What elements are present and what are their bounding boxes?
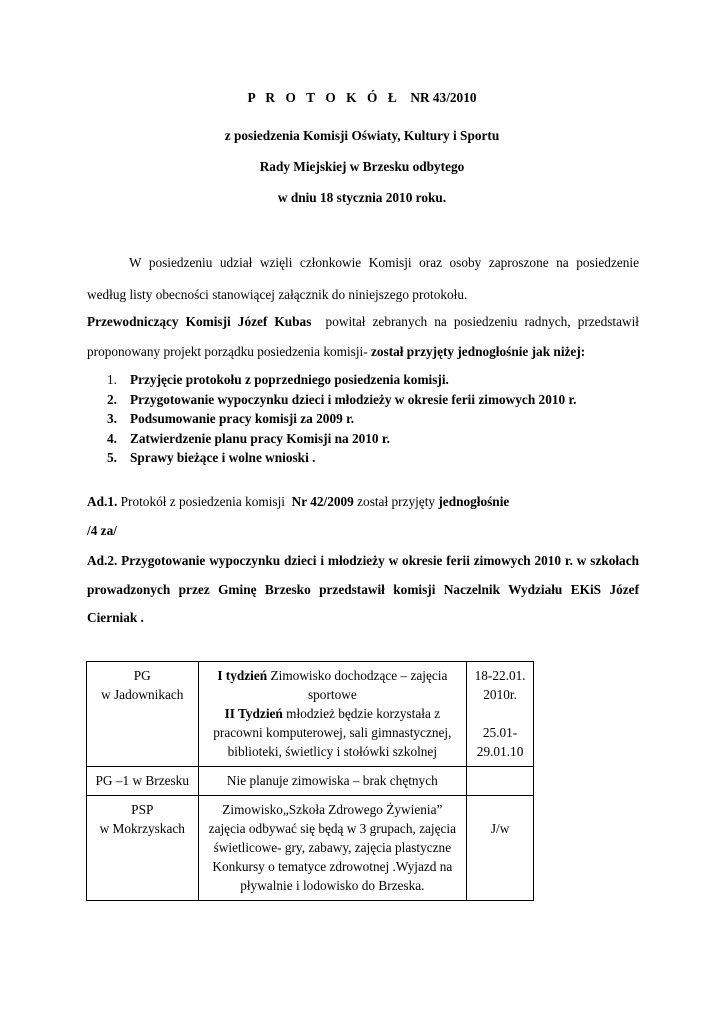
- intro-paragraph-line-1: [87, 255, 639, 271]
- subtitle-line-3: w dniu 18 stycznia 2010 roku.: [277, 190, 447, 205]
- activity-text: pływalnie i lodowisko do Brzeska.: [240, 878, 425, 893]
- ad2-line-2: [87, 582, 639, 598]
- activity-text: Konkursy o tematyce zdrowotnej .Wyjazd na: [212, 859, 453, 874]
- agenda-item-text: Zatwierdzenie planu pracy Komisji na 2010 r.: [130, 430, 390, 446]
- ad2-text-1: Ad.2. Przygotowanie wypoczynku dzieci i młodzieży w okresie ferii zimowych 2010 r. w szkołach: [87, 553, 639, 568]
- chairman-line: [87, 314, 639, 330]
- week-2-text: młodzież będzie korzystała z: [286, 706, 441, 721]
- agenda-item: [107, 409, 576, 429]
- intro-paragraph-line-2: według listy obecności stanowiącej załącznik do niniejszego protokołu.: [87, 287, 468, 302]
- agenda-list: [107, 370, 576, 468]
- intro-text-1: W posiedzeniu udział wzięli członkowie Komisji oraz osoby zaproszone na posiedzenie: [129, 255, 639, 270]
- chairman-text: powitał zebranych na posiedzeniu radnych, przedstawił: [325, 314, 639, 329]
- date-cell: [467, 662, 534, 767]
- date-range: 18-22.01.: [474, 668, 526, 683]
- agenda-item-text: Sprawy bieżące i wolne wnioski .: [130, 450, 316, 466]
- ad1-text-1: Protokół z posiedzenia komisji: [120, 494, 285, 509]
- date-cell: [467, 796, 534, 901]
- title-spaced: P R O T O K Ó Ł: [247, 90, 401, 105]
- agenda-intro-text: proponowany projekt porządku posiedzenia komisji-: [87, 344, 368, 359]
- table-row: [87, 796, 534, 901]
- agenda-item-number: 2.: [107, 391, 117, 407]
- week-1-text: Zimowisko dochodzące – zajęcia: [270, 668, 448, 683]
- school-cell: [87, 662, 199, 767]
- agenda-item-text: Przygotowanie wypoczynku dzieci i młodzieży w okresie ferii zimowych 2010 r.: [130, 391, 577, 407]
- agenda-item: [107, 448, 576, 468]
- school-location: w Jadownikach: [101, 687, 184, 702]
- school-cell: [87, 796, 199, 901]
- date-cell: [467, 767, 534, 796]
- ad1-number: Nr 42/2009: [291, 494, 354, 509]
- ad1-votes: /4 za/: [87, 523, 117, 538]
- agenda-item-number: 5.: [107, 450, 117, 466]
- subtitle-line-2: Rady Miejskiej w Brzesku odbytego: [259, 159, 465, 174]
- agenda-item-number: 3.: [107, 411, 117, 427]
- subtitle-line-1: z posiedzenia Komisji Oświaty, Kultury i Sportu: [224, 128, 500, 143]
- date-range: 25.01-: [482, 725, 518, 740]
- activity-cell: Nie planuje zimowiska – brak chętnych: [198, 767, 467, 796]
- protocol-title: [0, 90, 724, 106]
- agenda-item-text: Przyjęcie protokołu z poprzedniego posiedzenia komisji.: [130, 372, 449, 387]
- activity-text: zajęcia odbywać się będą w 3 grupach, zajęcia: [208, 821, 457, 836]
- ad1-result: jednogłośnie: [438, 494, 510, 509]
- date-same: J/w: [490, 821, 510, 836]
- agenda-item-number: 1.: [107, 372, 117, 387]
- agenda-item-number: 4.: [107, 430, 117, 446]
- week-1-text-cont: sportowe: [307, 687, 357, 702]
- activity-text: Zimowisko„Szkoła Zdrowego Żywienia”: [222, 802, 443, 817]
- week-2-label: II Tydzień: [224, 706, 283, 721]
- school-location: w Mokrzyskach: [99, 821, 185, 836]
- week-1-label: I tydzień: [217, 668, 268, 683]
- chairman-name: Przewodniczący Komisji Józef Kubas: [87, 314, 312, 329]
- winter-break-table: [86, 661, 534, 901]
- agenda-item: [107, 390, 576, 410]
- activity-cell: [198, 662, 467, 767]
- school-name: PSP: [131, 802, 154, 817]
- activity-cell: [198, 796, 467, 901]
- agenda-intro-line: [87, 344, 639, 360]
- ad1-text-2: został przyjęty: [357, 494, 436, 509]
- ad1-label: Ad.1.: [87, 494, 118, 509]
- table-row: [87, 662, 534, 767]
- ad1-line: [87, 494, 639, 510]
- ad2-text-2: prowadzonych przez Gminę Brzesko przedstawił komisji Naczelnik Wydziału EKiS Józef: [87, 582, 639, 597]
- date-range: 29.01.10: [476, 744, 524, 759]
- ad2-line-3: Cierniak .: [87, 610, 144, 625]
- agenda-item: [107, 429, 576, 449]
- title-number: NR 43/2010: [410, 90, 477, 105]
- agenda-item: [107, 370, 576, 390]
- agenda-item-text: Podsumowanie pracy komisji za 2009 r.: [130, 411, 355, 427]
- school-name: PG: [133, 668, 151, 683]
- date-year: 2010r.: [483, 687, 517, 702]
- agenda-accepted-text: został przyjęty jednogłośnie jak niżej:: [370, 344, 586, 359]
- week-2-text-cont: biblioteki, świetlicy i stołówki szkolnej: [227, 744, 438, 759]
- week-2-text-cont: pracowni komputerowej, sali gimnastycznej,: [213, 725, 452, 740]
- ad2-line-1: [87, 553, 639, 569]
- school-cell: PG –1 w Brzesku: [87, 767, 199, 796]
- activity-text: świetlicowe- gry, zabawy, zajęcia plastyczne: [213, 840, 452, 855]
- table-row: [87, 767, 534, 796]
